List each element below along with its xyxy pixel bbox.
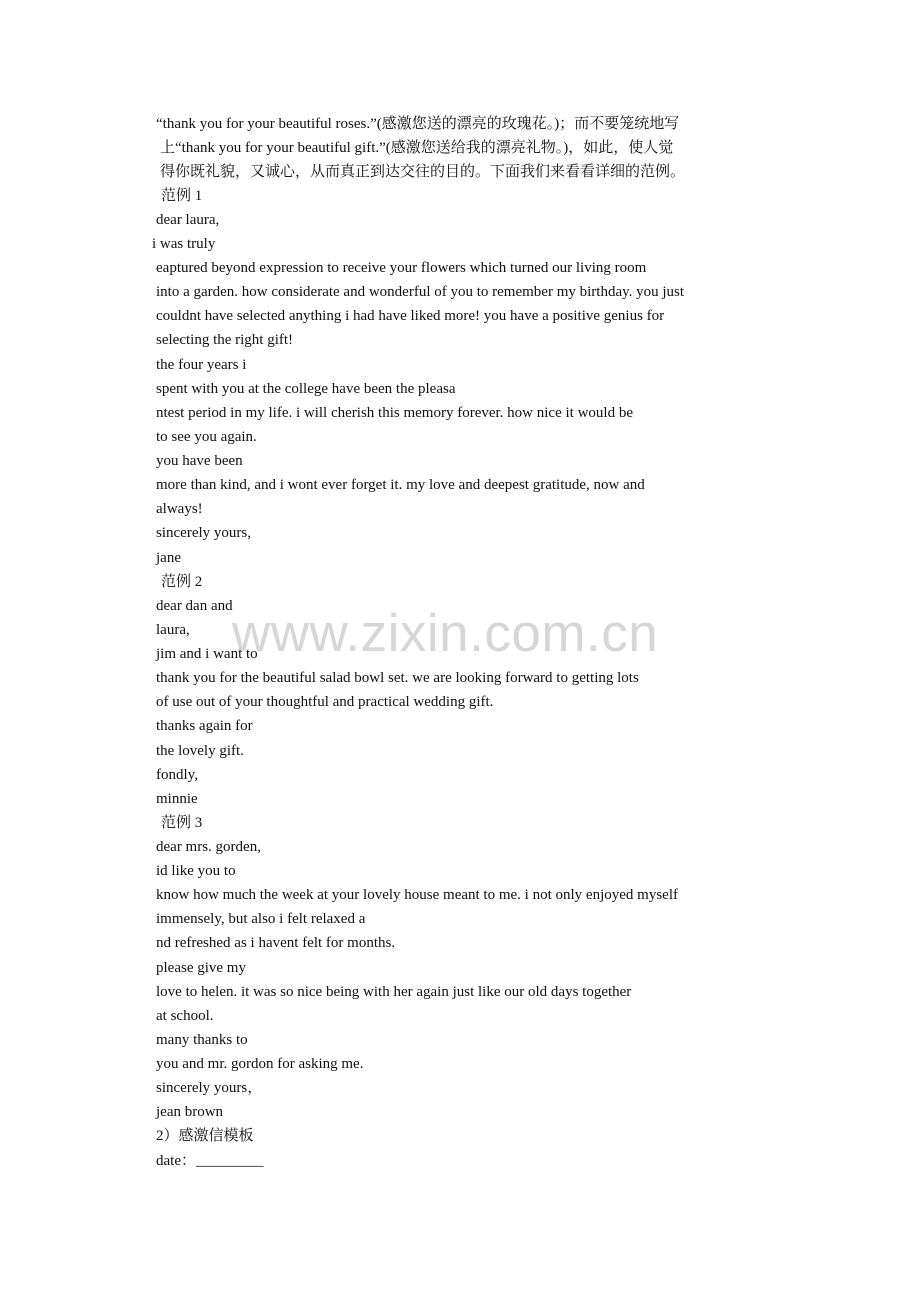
text-line: dear mrs. gorden, (156, 839, 261, 855)
section-heading: 范例 1 (161, 188, 203, 204)
text-line: many thanks to (156, 1032, 248, 1048)
text-line: i was truly (152, 236, 216, 252)
text-line: at school. (156, 1008, 214, 1024)
text-line: 得你既礼貌，又诚心，从而真正到达交往的目的。下面我们来看看详细的范例。 (160, 164, 686, 180)
text-line: thank you for the beautiful salad bowl set. we are looking forward to getting lots (156, 670, 639, 686)
text-line: more than kind, and i wont ever forget it. my love and deepest gratitude, now and (156, 477, 645, 493)
text-line: thanks again for (156, 718, 253, 734)
text-line: the four years i (156, 357, 247, 373)
text-line: spent with you at the college have been the pleasa (156, 381, 456, 397)
text-line: to see you again. (156, 429, 257, 445)
text-line: jean brown (156, 1104, 224, 1120)
text-line: minnie (156, 791, 198, 807)
text-line: 上“thank you for your beautiful gift.”(感激您送给我的漂亮礼物。)，如此，使人觉 (160, 140, 674, 156)
text-line: selecting the right gift! (156, 332, 294, 348)
text-line: laura, (156, 622, 190, 638)
text-line: fondly, (156, 767, 198, 783)
text-line: always! (156, 501, 203, 517)
text-line: “thank you for your beautiful roses.”(感激您送的漂亮的玫瑰花。)；而不要笼统地写 (156, 116, 680, 132)
text-line: the lovely gift. (156, 743, 244, 759)
section-heading: 2）感激信模板 (156, 1128, 254, 1144)
text-line: ntest period in my life. i will cherish this memory forever. how nice it would be (156, 405, 633, 421)
text-line: nd refreshed as i havent felt for months. (156, 935, 396, 951)
text-line: sincerely yours, (156, 525, 251, 541)
text-line: id like you to (156, 863, 236, 879)
text-line: sincerely yours， (156, 1080, 263, 1096)
text-line: couldnt have selected anything i had have liked more! you have a positive genius for (156, 308, 665, 324)
text-line: you and mr. gordon for asking me. (156, 1056, 364, 1072)
section-heading: 范例 3 (161, 815, 203, 831)
text-line: of use out of your thoughtful and practical wedding gift. (156, 694, 494, 710)
text-line: into a garden. how considerate and wonderful of you to remember my birthday. you just (156, 284, 685, 300)
text-line: jane (156, 550, 181, 566)
text-line: please give my (156, 960, 246, 976)
watermark: www.zixin.com.cn (232, 604, 659, 663)
text-line: love to helen. it was so nice being with her again just like our old days together (156, 984, 632, 1000)
text-line: jim and i want to (156, 646, 258, 662)
date-field-line: date：_________ (156, 1153, 264, 1169)
text-line: know how much the week at your lovely house meant to me. i not only enjoyed myself (156, 887, 678, 903)
text-line: dear dan and (156, 598, 233, 614)
text-line: immensely, but also i felt relaxed a (156, 911, 366, 927)
section-heading: 范例 2 (161, 574, 203, 590)
text-line: you have been (156, 453, 243, 469)
text-line: dear laura, (156, 212, 220, 228)
text-line: eaptured beyond expression to receive your flowers which turned our living room (156, 260, 647, 276)
